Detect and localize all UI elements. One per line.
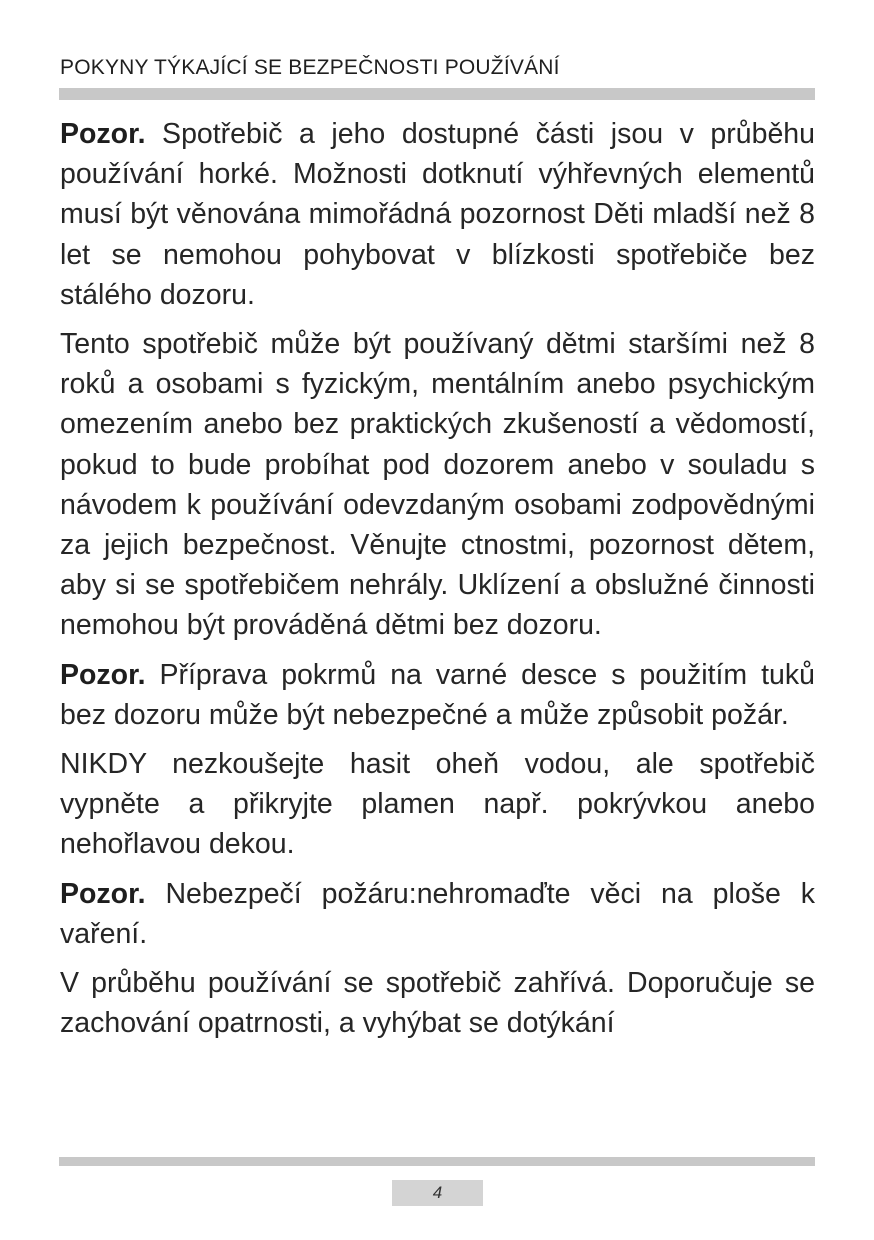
- paragraph-warning-hot-parts: [60, 114, 815, 315]
- paragraph-text: Spotřebič a jeho dostupné části jsou v průběhu používání horké. Možnosti dotknutí výhřevných elementů musí být věnována mimořádná pozornost Děti mladší než 8 let se nemohou pohybovat v blízkosti spotřebiče bez stálého dozoru.: [60, 118, 815, 311]
- paragraph-text: Nebezpečí požáru:nehromaďte věci na ploše k vaření.: [60, 877, 815, 950]
- footer-divider: [59, 1157, 815, 1166]
- paragraph-warning-fats: [60, 655, 815, 735]
- paragraph-text: Tento spotřebič může být používaný dětmi staršími než 8 roků a osobami s fyzickým, mentálním anebo psychickým omezením anebo bez praktických zkušeností a vědomostí, pokud to bude probíhat pod dozorem anebo v souladu s návodem k používání odevzdaným osobami zodpovědnými za jejich bezpečnost. Věnujte ctnostmi, pozornost dětem, aby si se spotřebičem nehrály. Uklízení a obslužné činnosti nemohou být prováděná dětmi bez dozoru.: [60, 328, 815, 642]
- paragraph-text: NIKDY nezkoušejte hasit oheň vodou, ale spotřebič vypněte a přikryjte plamen např. pokrývkou anebo nehořlavou dekou.: [60, 748, 815, 861]
- paragraph-text: V průběhu používání se spotřebič zahřívá. Doporučuje se zachování opatrnosti, a vyhýbat se dotýkání: [60, 967, 815, 1040]
- paragraph-children-usage: [60, 324, 815, 646]
- paragraph-label: Pozor.: [60, 658, 146, 691]
- page-header-title: POKYNY TÝKAJÍCÍ SE BEZPEČNOSTI POUŽÍVÁNÍ: [60, 56, 560, 79]
- page-content: [60, 114, 815, 1052]
- paragraph-warning-fire: [60, 874, 815, 954]
- header-divider: [59, 88, 815, 100]
- paragraph-heating: [60, 963, 815, 1043]
- paragraph-label: Pozor.: [60, 877, 146, 910]
- paragraph-never-water: [60, 744, 815, 865]
- page-number: 4: [392, 1180, 483, 1206]
- paragraph-text: Příprava pokrmů na varné desce s použitím tuků bez dozoru může být nebezpečné a může způsobit požár.: [60, 658, 815, 731]
- paragraph-label: Pozor.: [60, 118, 146, 150]
